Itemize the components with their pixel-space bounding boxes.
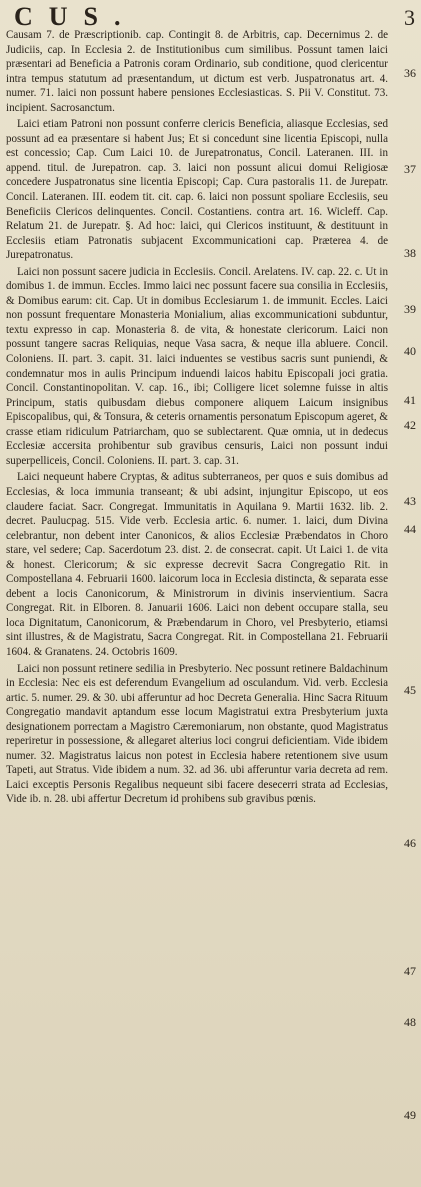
margin-number: 42 [404, 418, 416, 432]
margin-number: 45 [404, 683, 416, 697]
running-head: CUS. [14, 2, 137, 31]
margin-number: 48 [404, 1015, 416, 1029]
paragraph-3: Laici non possunt sacere judicia in Ecclesiis. Concil. Arelatens. IV. cap. 22. c. Ut in domibus 1. de immun. Eccles. Immo laici nec possunt facere sua consilia in Ecclesiis, & Domibus earum: cit. Cap. Ut in domibus Ecclesiarum 1. de immunit. Eccles. Laici non possunt frequentare Monasteria Monialium, alias excommunicationi subduntur, textu expresso in cap. Monasteria 8. de vita, & honestate clericorum. Laici non possunt tangere sacras Reliquias, neque Vasa sacra, & neque illa abluere. Concil. Coloniens. II. part. 3. capit. 31. laici induentes se vestibus sacris sunt puniendi, & condemnatur mos in aulis Principum induendi laicos habitu Episcopali joci gratia. Concil. Constantinopolitan. V. cap. 16., ibi; Colligere licet solemne fuisse in altis Principum, statis quibusdam diebus componere aliquem Laicum insignibus Episcopalibus, qui, & Tonsura, & ceteris ornamentis personatum Episcopum ageret, & crasse etiam ridiculum Patriarcham, quo se sublectarent. Quæ omnia, ut in dedecus Ecclesiæ accersita prohibentur sub gravibus censuris, Laici non possunt indui superpelliceis, Concil. Coloniens. II. part. 3. cap. 31. [6, 265, 388, 467]
paragraph-2: Laici etiam Patroni non possunt conferre clericis Beneficia, aliasque Ecclesias, sed possunt ad ea præsentare si habent Jus; Et si concedunt sine licentia Episcopi, nulla est concessio; Cap. Cum Laici 10. de Jurepatronatus, Concil. Lateranen. III. in append. titul. de Jurepatron. cap. 3. laici non possunt alicui domui Religiosæ concedere Juspatronatus sine licentia Episcopi; Cap. Cura pastoralis 11. de Jurepatr. Concil. Lateranen. III. eodem tit. cit. cap. 6. laici non possunt spoliare Ecclesiis, seu Beneficiis Clericos delinquentes. Concil. Costantiens. contra art. 16. Wicleff. Cap. Relatum 21. de Jurepatr. §. Ad hoc: laici, qui Clericos instituunt, & destituunt in Ecclesiis etiam Patronatis subjacent Excommunicationi cap. Præterea 4. de Jurepatronatus. [6, 118, 388, 262]
margin-number: 41 [404, 393, 416, 407]
paragraph-1: Causam 7. de Præscriptionib. cap. Contingit 8. de Arbitris, cap. Decernimus 2. de Judiciis, cap. In Ecclesia 2. de Institutionibus cum similibus. Possunt tamen laici præsentari ad Beneficia a Patronis coram Ordinario, sub conditione, quod clericentur intra tempus statutum ad præsentandum, ut dictum est verb. Juspatronatus art. 4. numer. 71. laici non possunt habere pensiones Ecclesiasticas. S. Pii V. Constitut. 73. incipient. Sacrosanctum. [6, 29, 388, 114]
margin-number: 37 [404, 162, 416, 176]
margin-number: 49 [404, 1108, 416, 1122]
page-header [14, 2, 415, 31]
margin-number: 38 [404, 246, 416, 260]
margin-number: 46 [404, 836, 416, 850]
margin-number: 40 [404, 344, 416, 358]
paragraph-5: Laici non possunt retinere sedilia in Presbyterio. Nec possunt retinere Baldachinum in Ecclesia: Nec eis est deferendum Evangelium ad osculandum. Vid. verb. Ecclesia artic. 5. numer. 29. & 30. ubi afferuntur ad hoc Decreta Generalia. Hinc Sacra Rituum Congregatio mandavit aptandum esse locum Magistratui extra Presbyterium juxta designationem porrectam a Magistro Cæremoniarum, non obstante, quod Magistratus reperiretur in possessione, & allegaret alterius loci congrui deficientiam. Vide ibidem numer. 32. Magistratus laicus non potest in Ecclesia habere retentionem sive usum Tapeti, aut Stratus. Vide ibidem a num. 32. ad 36. ubi afferuntur varia decreta ad rem. Laici exceptis Personis Regalibus nequeunt sibi facere desecerri strata ad Ecclesias, Vide ib. n. 28. ubi affertur Decretum id prohibens sub gravibus pœnis. [6, 662, 388, 806]
margin-number: 39 [404, 302, 416, 316]
margin-number: 44 [404, 522, 416, 536]
margin-number: 43 [404, 494, 416, 508]
margin-number: 36 [404, 66, 416, 80]
text-body [6, 28, 388, 807]
margin-number: 47 [404, 964, 416, 978]
paragraph-4: Laici nequeunt habere Cryptas, & aditus subterraneos, per quos e suis domibus ad Ecclesias, & loca immunia transeant; & ubi adsint, injungitur Episcopo, ut eos claudere faciat. Sacr. Congregat. Immunitatis in Aquilana 9. Martii 1632. lib. 2. decret. Paulucpag. 515. Vide verb. Ecclesia artic. 6. numer. 1. laici, dum Divina celebrantur, non debent inter Canonicos, & alios Ecclesiæ Præbendatos in Choro stare, vel sedere; Cap. Sacerdotum 23. dist. 2. de consecrat. capit. Ut Laici 1. de vita & honest. Clericorum; & sic expresse decrevit Sacra Congregatio Rit. in Compostellana 4. Februarii 1600. laicorum loca in Ecclesia distincta, & separata esse debent a locis Canonicorum, & Ministrorum in divinis inservientium. Sacra Congregat. Rit. in Elboren. 8. Januarii 1606. Laici non debent occupare stalla, seu loca Dignitatum, Canonicorum, & Præbendarum in Choro, vel Presbyterio, etiamsi sint illustres, & de Magistratu, Sacra Congregat. Rit. in Compostellana 21. Februarii 1604. & Granatens. 24. Octobris 1609. [6, 471, 388, 658]
page-number: 3 [404, 5, 415, 30]
